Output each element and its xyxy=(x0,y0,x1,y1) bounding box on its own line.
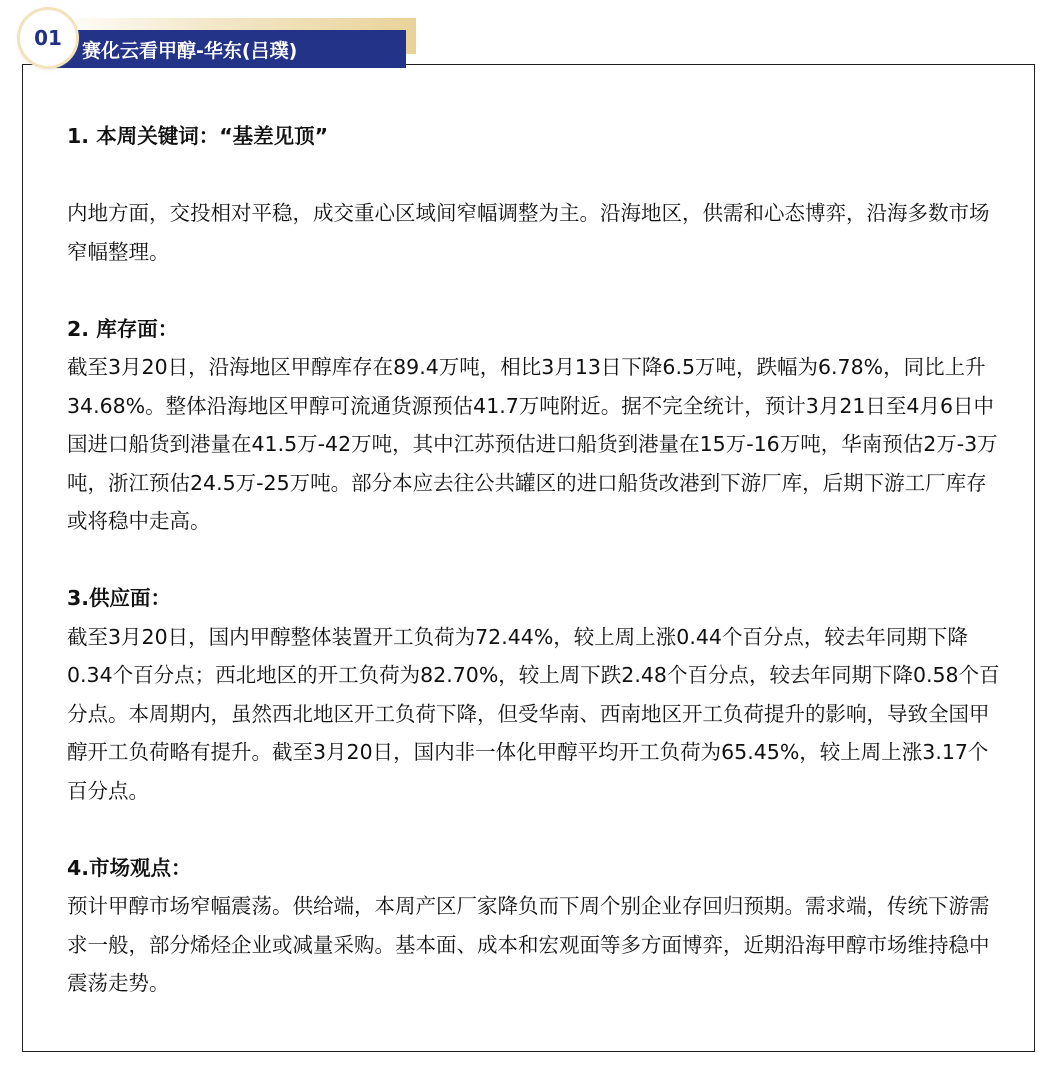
section-number: 01 xyxy=(34,26,62,50)
section-number-badge xyxy=(20,10,76,66)
supply-paragraph: 截至3月20日，国内甲醇整体装置开工负荷为72.44%，较上周上涨0.44个百分点，较去年同期下降0.34个百分点；西北地区的开工负荷为82.70%，较上周下跌2.48个百分点，较去年同期下降0.58个百分点。本周期内，虽然西北地区开工负荷下降，但受华南、西南地区开工负荷提升的影响，导致全国甲醇开工负荷略有提升。截至3月20日，国内非一体化甲醇平均开工负荷为65.45%，较上周上涨3.17个百分点。 xyxy=(67,624,1000,803)
outlook-heading: 4.市场观点： xyxy=(67,855,192,880)
spacer xyxy=(67,156,1002,195)
title-bar xyxy=(48,30,406,68)
spacer xyxy=(67,541,1002,580)
spacer xyxy=(67,271,1002,310)
article-body xyxy=(67,117,1002,1003)
supply-heading: 3.供应面： xyxy=(67,586,172,610)
section-title: 赛化云看甲醇-华东(吕璞) xyxy=(82,39,298,62)
inventory-heading: 2. 库存面： xyxy=(67,316,179,341)
section-header xyxy=(20,10,400,70)
keyword-paragraph: 内地方面，交投相对平稳，成交重心区域间窄幅调整为主。沿海地区，供需和心态博弈，沿海多数市场窄幅整理。 xyxy=(67,201,990,264)
spacer xyxy=(67,810,1002,849)
inventory-paragraph: 截至3月20日，沿海地区甲醇库存在89.4万吨，相比3月13日下降6.5万吨，跌幅为6.78%，同比上升34.68%。整体沿海地区甲醇可流通货源预估41.7万吨附近。据不完全统计，预计3月21日至4月6日中国进口船货到港量在41.5万-42万吨，其中江苏预估进口船货到港量在15万-16万吨，华南预估2万-3万吨，浙江预估24.5万-25万吨。部分本应去往公共罐区的进口船货改港到下游厂库，后期下游工厂库存或将稳中走高。 xyxy=(67,355,998,533)
keyword-heading: 1. 本周关键词：“基差见顶” xyxy=(67,124,329,148)
outlook-paragraph: 预计甲醇市场窄幅震荡。供给端，本周产区厂家降负而下周个别企业存回归预期。需求端，传统下游需求一般，部分烯烃企业或减量采购。基本面、成本和宏观面等多方面博弈，近期沿海甲醇市场维持稳中震荡走势。 xyxy=(67,894,990,995)
